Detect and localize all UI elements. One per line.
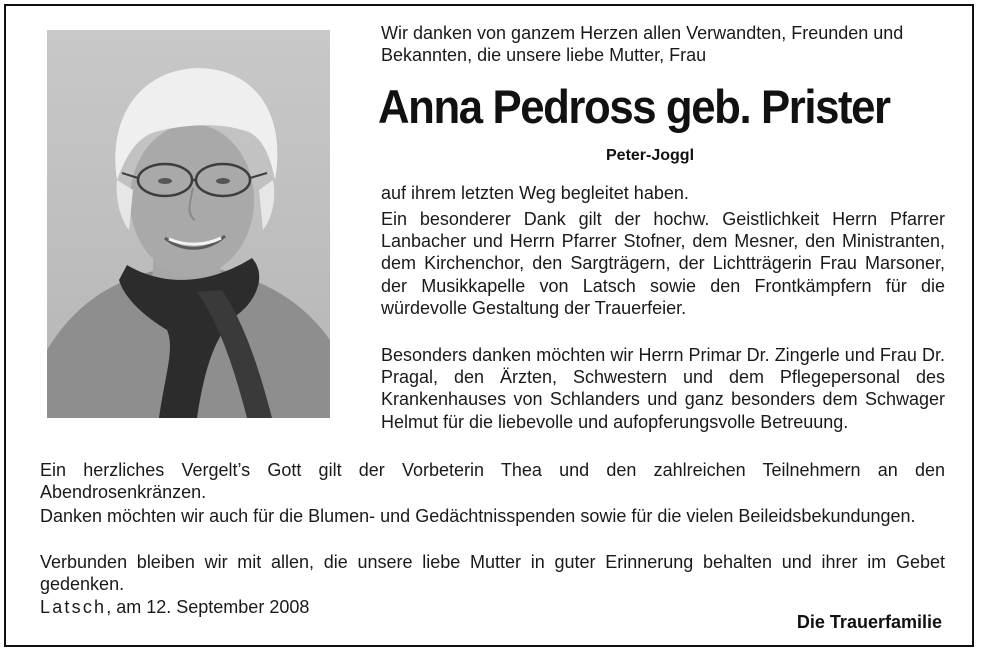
place-and-date: [40, 597, 309, 618]
deceased-name: Anna Pedross geb. Prister: [378, 80, 890, 133]
signoff-family: Die Trauerfamilie: [796, 612, 942, 632]
paragraph-flowers-thanks: Danken möchten wir auch für die Blumen- und Gedächtnisspenden sowie für die vielen Beileidsbekundungen.: [40, 506, 916, 526]
paragraph-hospital-thanks: Besonders danken möchten wir Herrn Primar Dr. Zingerle und Frau Dr. Pragal, den Ärzten, Schwestern und dem Pflegepersonal des Krankenhauses von Schlanders und ganz besonders dem Schwager Helmut für die liebevolle und aufopferungsvolle Betreuung.: [381, 345, 945, 432]
paragraph-remembrance: Verbunden bleiben wir mit allen, die unsere liebe Mutter in guter Erinnerung behalten und ihrer im Gebet gedenken.: [40, 552, 945, 595]
portrait-illustration: [47, 30, 330, 418]
deceased-nickname: Peter-Joggl: [606, 147, 695, 164]
date-text: , am 12. September 2008: [106, 597, 310, 617]
paragraph-last-way: auf ihrem letzten Weg begleitet haben.: [381, 183, 689, 203]
paragraph-clergy-thanks: Ein besonderer Dank gilt der hochw. Geistlichkeit Herrn Pfarrer Lanbacher und Herrn Pfarrer Stofner, dem Mesner, den Ministranten, dem Kirchenchor, den Sargträgern, der Lichtträgerin Frau Marsoner, der Musikkapelle von Latsch sowie den Frontkämpfern für die würdevolle Gestaltung der Trauerfeier.: [381, 209, 945, 318]
place-name: Latsch: [40, 597, 107, 617]
portrait-photo: [47, 30, 330, 418]
paragraph-prayer-thanks: Ein herzliches Vergelt’s Gott gilt der Vorbeterin Thea und den zahlreichen Teilnehmern an den Abendrosenkränzen.: [40, 460, 945, 503]
intro-text: Wir danken von ganzem Herzen allen Verwandten, Freunden und Bekannten, die unsere liebe Mutter, Frau: [381, 23, 904, 66]
